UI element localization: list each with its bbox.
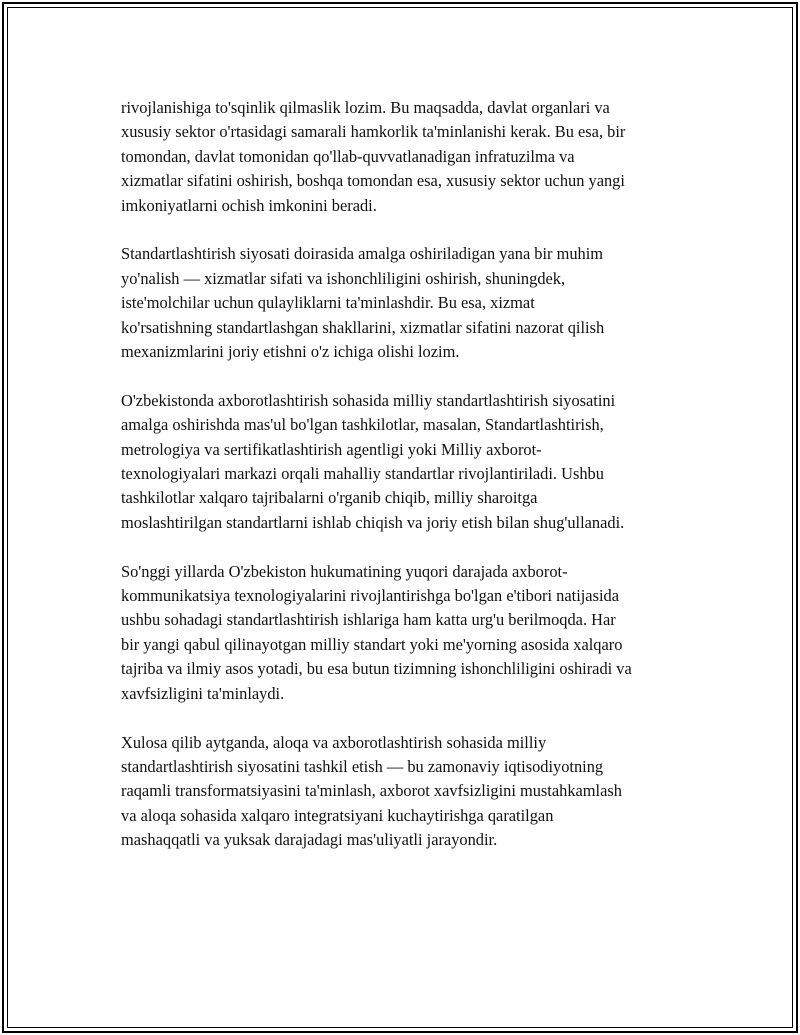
text-line: ushbu sohadagi standartlashtirish ishlariga ham katta urg'u berilmoqda. Har <box>121 610 616 630</box>
text-line: yo'nalish — xizmatlar sifati va ishonchliligini oshirish, shuningdek, <box>121 268 566 288</box>
paragraph-5 <box>121 731 701 853</box>
text-line: mashaqqatli va yuksak darajadagi mas'uliyatli jarayondir. <box>121 830 498 850</box>
text-line: va aloqa sohasida xalqaro integratsiyani kuchaytirishga qaratilgan <box>121 805 554 825</box>
text-line: imkoniyatlarni ochish imkonini beradi. <box>121 195 377 215</box>
text-line: xizmatlar sifatini oshirish, boshqa tomondan esa, xususiy sektor uchun yangi <box>121 171 625 191</box>
text-line: kommunikatsiya texnologiyalarini rivojlantirishga bo'lgan e'tibori natijasida <box>121 586 619 606</box>
text-line: tomondan, davlat tomonidan qo'llab-quvvatlanadigan infratuzilma va <box>121 146 575 166</box>
text-line: moslashtirilgan standartlarni ishlab chiqish va joriy etish bilan shug'ullanadi. <box>121 512 625 532</box>
text-line: O'zbekistonda axborotlashtirish sohasida milliy standartlashtirish siyosatini <box>121 390 616 410</box>
text-line: Standartlashtirish siyosati doirasida amalga oshiriladigan yana bir muhim <box>121 244 604 264</box>
paragraph-4 <box>121 560 701 706</box>
text-line: bir yangi qabul qilinayotgan milliy standart yoki me'yorning asosida xalqaro <box>121 634 623 654</box>
text-line: raqamli transformatsiyasini ta'minlash, axborot xavfsizligini mustahkamlash <box>121 781 622 801</box>
page-border <box>2 2 798 1033</box>
document-body <box>121 96 701 877</box>
paragraph-1 <box>121 96 701 218</box>
text-line: ko'rsatishning standartlashgan shakllarini, xizmatlar sifatini nazorat qilish <box>121 317 605 337</box>
paragraph-2 <box>121 242 701 364</box>
text-line: standartlashtirish siyosatini tashkil etish — bu zamonaviy iqtisodiyotning <box>121 756 604 776</box>
text-line: rivojlanishiga to'sqinlik qilmaslik lozim. Bu maqsadda, davlat organlari va <box>121 98 610 117</box>
text-line: mexanizmlarini joriy etishni o'z ichiga olishi lozim. <box>121 342 460 362</box>
text-line: xavfsizligini ta'minlaydi. <box>121 683 285 703</box>
text-line: iste'molchilar uchun qulayliklarni ta'minlashdir. Bu esa, xizmat <box>121 293 535 313</box>
text-line: xususiy sektor o'rtasidagi samarali hamkorlik ta'minlanishi kerak. Bu esa, bir <box>121 122 626 142</box>
text-line: tashkilotlar xalqaro tajribalarni o'rganib chiqib, milliy sharoitga <box>121 488 538 508</box>
text-line: tajriba va ilmiy asos yotadi, bu esa butun tizimning ishonchliligini oshiradi va <box>121 659 632 679</box>
text-line: texnologiyalari markazi orqali mahalliy standartlar rivojlantiriladi. Ushbu <box>121 464 604 484</box>
paragraph-3 <box>121 389 701 535</box>
text-line: So'nggi yillarda O'zbekiston hukumatining yuqori darajada axborot- <box>121 561 568 581</box>
text-line: metrologiya va sertifikatlashtirish agentligi yoki Milliy axborot- <box>121 439 542 459</box>
text-line: Xulosa qilib aytganda, aloqa va axborotlashtirish sohasida milliy <box>121 732 547 752</box>
text-line: amalga oshirishda mas'ul bo'lgan tashkilotlar, masalan, Standartlashtirish, <box>121 415 604 435</box>
